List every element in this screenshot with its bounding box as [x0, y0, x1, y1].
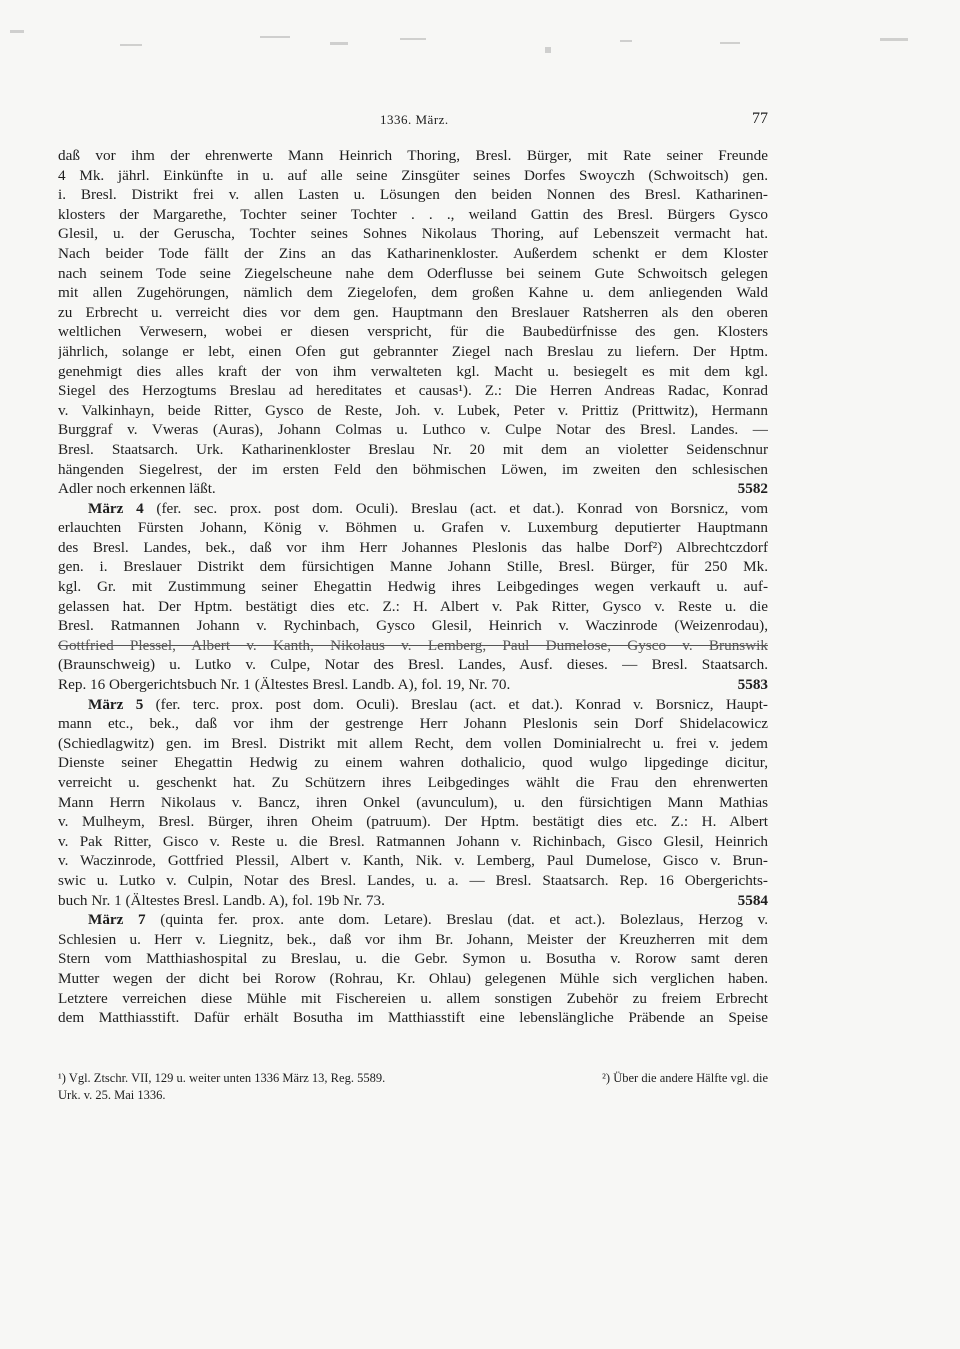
text-line: Stern vom Matthiashospital zu Breslau, u. die Gebr. Symon u. Bosutha v. Rorow samt deren [58, 950, 768, 968]
text-line: zu Erbrecht u. verreicht dies vor dem gen. Hauptmann den Breslauer Ratsherren als den oberen [58, 303, 768, 321]
struck-line: Gottfried Plessel, Albert v. Kanth, Nikolaus v. Lemberg, Paul Dumelose, Gysco v. Brunswik [58, 636, 768, 654]
text-line: Siegel des Herzogtums Breslau ad hereditates et causas¹). Z.: Die Herren Andreas Radac, Konrad [58, 382, 768, 400]
text-line: buch Nr. 1 (Ältestes Bresl. Landb. A), fol. 19b Nr. 73. [58, 891, 385, 909]
text-line: Adler noch erkennen läßt. [58, 480, 216, 498]
entry-text: (fer. sec. prox. post dom. Oculi). Breslau (act. et dat.). Konrad von Borsnicz, vom [156, 499, 768, 517]
text-line: swic u. Lutko v. Culpin, Notar des Bresl. Landes, u. a. — Bresl. Staatsarch. Rep. 16 Obergerichts- [58, 871, 768, 889]
entry-first-line [58, 910, 768, 930]
text-line: gen. i. Breslauer Distrikt dem fürsichtigen Manne Johann Stille, Bresl. Bürger, für 250 Mk. [58, 558, 768, 576]
text-line: mann etc., bek., daß vor ihm der gestrenge Herr Johann Pleslonis sein Dorf Shidelacowicz [58, 715, 768, 733]
text-line: des Bresl. Landes, bek., daß vor ihm Herr Johannes Pleslonis das halbe Dorf²) Albrechtczdorf [58, 538, 768, 556]
entry-date: März 5 [88, 695, 144, 713]
text-line: daß vor ihm der ehrenwerte Mann Heinrich Thoring, Bresl. Bürger, mit Rate seiner Freunde [58, 147, 768, 164]
text-line: Bresl. Ratmannen Johann v. Rychinbach, Gysco Glesil, Heinrich v. Waczinrode (Weizenrodau), [58, 617, 768, 635]
entry-first-line [58, 499, 768, 519]
footnote-row [58, 1070, 768, 1087]
text-line: jährlich, solange er lebt, einen Ofen gut gebrannter Ziegel nach Breslau zu liefern. Der Hptm. [58, 342, 768, 360]
text-line: gelassen hat. Der Hptm. bestätigt dies etc. Z.: H. Albert v. Pak Ritter, Gysco v. Reste u. die [58, 597, 768, 615]
text-line: erlauchten Fürsten Johann, König v. Böhmen u. Grafen v. Luxemburg deputierter Hauptmann [58, 519, 768, 537]
text-line: Mann Herrn Nikolaus v. Bancz, ihren Onkel (avunculum), u. den fürsichtigen Mann Mathias [58, 793, 768, 811]
footnote-2: ²) Über die andere Hälfte vgl. die [602, 1071, 768, 1085]
text-line: Rep. 16 Obergerichtsbuch Nr. 1 (Ältestes Bresl. Landb. A), fol. 19, Nr. 70. [58, 676, 511, 694]
footnote-1: ¹) Vgl. Ztschr. VII, 129 u. weiter unten 1336 März 13, Reg. 5589. [58, 1071, 386, 1085]
text-line: Dienste seiner Ehegattin Hedwig zu einem wahren dothalicio, quod wulgo lipgedinge dicitur, [58, 754, 768, 772]
text-line: v. Waczinrode, Gottfried Plessil, Albert v. Kanth, Nik. v. Lemberg, Paul Dumelose, Gisco v. Brun- [58, 852, 768, 870]
entry-date: März 4 [88, 499, 144, 517]
regest-number: 5584 [737, 891, 768, 909]
footnotes [58, 1070, 768, 1104]
text-line: v. Mulheym, Bresl. Bürger, ihren Oheim (patruum). Der Hptm. bestätigt dies etc. Z.: H. Albert [58, 813, 768, 831]
regest-number: 5583 [737, 676, 768, 694]
text-line: Letztere verreichen diese Mühle mit Fischereien u. allem sonstigen Zubehör zu freiem Erbrecht [58, 989, 768, 1007]
text-line: klosters der Margarethe, Tochter seiner Tochter . . ., weiland Gattin des Bresl. Bürgers Gysco [58, 205, 768, 223]
text-line: (Braunschweig) u. Lutko v. Culpe, Notar des Bresl. Landes, Ausf. dieses. — Bresl. Staatsarch. [58, 656, 768, 674]
text-line: v. Valkinhayn, beide Ritter, Gysco de Reste, Joh. v. Lubek, Peter v. Prittiz (Prittwitz), Hermann [58, 401, 768, 419]
text-line: dem Matthiasstift. Dafür erhält Bosutha im Matthiasstift eine lebenslängliche Präbende an Speise [58, 1009, 768, 1027]
text-line: kgl. Gr. mit Zustimmung seiner Ehegattin Hedwig ihres Leibgedinges wegen verkauft u. auf- [58, 578, 768, 596]
entry-first-line [58, 695, 768, 715]
text-line: Schlesien u. Herr v. Liegnitz, bek., daß vor ihm Br. Johann, Meister der Kreuzherren mit dem [58, 930, 768, 948]
text-line: nach seinem Tode seine Ziegelscheune nahe dem Oderflusse bei seinem Gute Schwoitsch gelegen [58, 264, 768, 282]
page-number: 77 [752, 110, 768, 127]
entry-text: (fer. terc. prox. post dom. Oculi). Breslau (act. et dat.). Konrad v. Borsnicz, Haupt- [155, 695, 768, 713]
entry-date: März 7 [88, 911, 146, 929]
text-line: 4 Mk. jährl. Einkünfte in u. auf alle seine Zinsgüter seines Dorfes Swoyczh (Schwoitsch) gen. [58, 166, 768, 184]
regest-number: 5582 [737, 480, 768, 498]
text-line: hängenden Siegelrest, der im ersten Feld den böhmischen Löwen, im zweiten den schlesischen [58, 460, 768, 478]
text-line: Glesil, u. der Geruscha, Tochter seines Sohnes Nikolaus Thoring, auf Lebenszeit vermacht hat. [58, 225, 768, 243]
text-line: genehmigt dies alles kraft der von ihm verwalteten kgl. Macht u. besiegelt es mit dem kgl. [58, 362, 768, 380]
text-line: Burggraf v. Vweras (Auras), Johann Colmas u. Luthco v. Culpe Notar des Bresl. Landes. — [58, 421, 768, 439]
text-line: Nach beider Tode fällt der Zins an das Katharinenkloster. Außerdem schenkt er dem Kloster [58, 244, 768, 262]
regest-end-5583 [58, 675, 768, 695]
text-line: mit allen Zugehörungen, nämlich dem Ziegelofen, dem großen Kahne u. dem anliegenden Wald [58, 284, 768, 302]
text-line: verreicht u. geschenkt hat. Zu Schützern ihres Leibgedinges wählt die Frau den ehrenwerten [58, 774, 768, 791]
footnote-2-continued: Urk. v. 25. Mai 1336. [58, 1088, 166, 1102]
text-line: (Schiedlagwitz) gen. im Bresl. Distrikt mit allem Recht, dem vollen Dominialrecht u. frei v. jedem [58, 734, 768, 752]
main-text [58, 146, 768, 1028]
regest-end-5582 [58, 479, 768, 499]
running-header [58, 112, 768, 136]
regest-end-5584 [58, 891, 768, 911]
text-line: i. Bresl. Distrikt frei v. allen Lasten u. Lösungen den beiden Nonnen des Bresl. Katharinen- [58, 186, 768, 204]
text-line: v. Pak Ritter, Gisco v. Reste u. die Bresl. Ratmannen Johann v. Richinbach, Gisco Glesil, Heinrich [58, 832, 768, 850]
entry-text: (quinta fer. prox. ante dom. Letare). Breslau (dat. et act.). Bolezlaus, Herzog v. [160, 911, 768, 929]
text-line: weltlichen Verwesern, wobei er diesen verspricht, für die Baubedürfnisse des gen. Klosters [58, 323, 768, 341]
text-line: Bresl. Staatsarch. Urk. Katharinenkloster Breslau Nr. 20 mit dem an violetter Seidenschnur [58, 440, 768, 458]
scan-noise [0, 0, 960, 70]
text-line: Mutter wegen der dicht bei Rorow (Rohrau, Kr. Ohlau) gelegenen Mühle sich verglichen haben. [58, 969, 768, 987]
header-title: 1336. März. [380, 112, 449, 127]
